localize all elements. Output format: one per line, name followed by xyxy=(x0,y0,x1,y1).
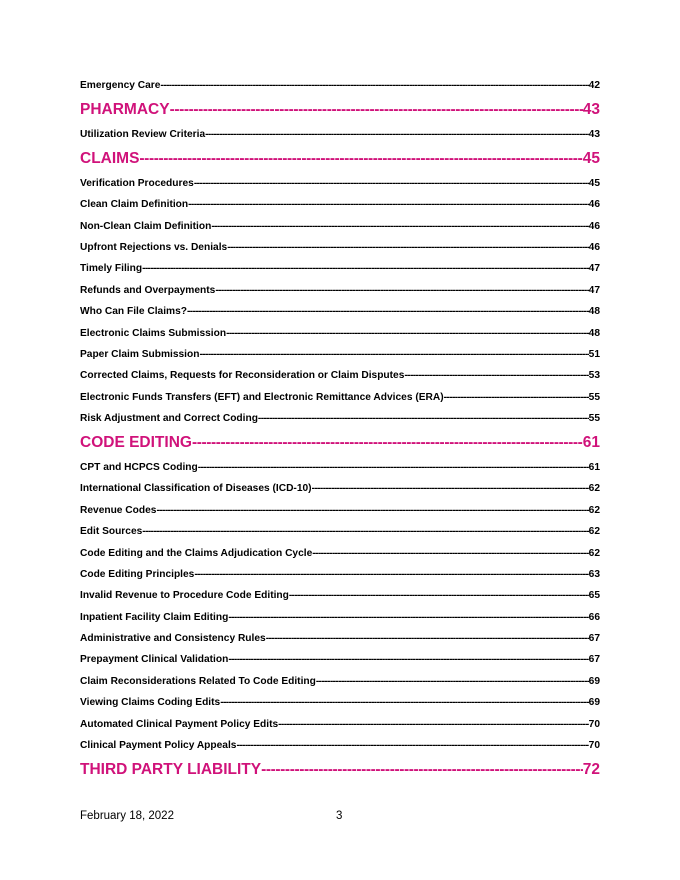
toc-entry-title: Inpatient Facility Claim Editing xyxy=(80,611,229,623)
toc-entry[interactable] xyxy=(80,75,600,96)
toc-entry-title: Invalid Revenue to Procedure Code Editing xyxy=(80,590,289,602)
toc-entry[interactable] xyxy=(80,173,600,194)
toc-entry-page: 70 xyxy=(588,740,600,752)
toc-entry-title: Automated Clinical Payment Policy Edits xyxy=(80,718,279,730)
toc-entry[interactable] xyxy=(80,237,600,258)
toc-entry-page: 62 xyxy=(588,547,600,559)
toc-entry-title: Non-Clean Claim Definition xyxy=(80,220,212,232)
toc-section-heading[interactable] xyxy=(80,429,600,457)
toc-entry-title: Who Can File Claims? xyxy=(80,306,187,318)
toc-section-heading[interactable] xyxy=(80,756,600,784)
toc-entry[interactable] xyxy=(80,585,600,606)
toc-entry-page: 43 xyxy=(588,128,600,140)
toc-entry[interactable] xyxy=(80,258,600,279)
toc-entry-page: 55 xyxy=(588,413,600,425)
toc-leader xyxy=(266,628,589,649)
toc-leader xyxy=(211,216,588,237)
toc-leader xyxy=(194,173,589,194)
toc-leader xyxy=(215,280,588,301)
toc-entry[interactable] xyxy=(80,124,600,145)
toc-entry-title: CLAIMS xyxy=(80,150,140,168)
toc-entry-title: Administrative and Consistency Rules xyxy=(80,633,266,645)
toc-leader xyxy=(192,429,583,457)
toc-entry-title: Electronic Funds Transfers (EFT) and Electronic Remittance Advices (ERA) xyxy=(80,391,444,403)
toc-entry-page: 45 xyxy=(588,177,600,189)
toc-entry-title: International Classification of Diseases (ICD-10) xyxy=(80,483,312,495)
toc-entry-title: Code Editing Principles xyxy=(80,568,195,580)
toc-entry[interactable] xyxy=(80,457,600,478)
toc-entry[interactable] xyxy=(80,628,600,649)
toc-entry-title: THIRD PARTY LIABILITY xyxy=(80,761,262,779)
toc-leader xyxy=(444,387,589,408)
toc-entry-title: Corrected Claims, Requests for Reconsideration or Claim Disputes xyxy=(80,370,405,382)
toc-entry[interactable] xyxy=(80,365,600,386)
toc-entry-page: 66 xyxy=(588,611,600,623)
toc-entry-page: 45 xyxy=(582,150,600,168)
toc-entry-page: 46 xyxy=(588,220,600,232)
toc-leader xyxy=(188,194,589,215)
toc-leader xyxy=(312,478,589,499)
toc-entry-page: 70 xyxy=(588,718,600,730)
toc-leader xyxy=(316,671,589,692)
toc-leader xyxy=(227,237,588,258)
toc-leader xyxy=(289,585,589,606)
toc-entry-title: CODE EDITING xyxy=(80,434,192,452)
toc-leader xyxy=(170,96,583,124)
toc-entry-page: 48 xyxy=(588,306,600,318)
footer-page-number: 3 xyxy=(336,810,343,822)
toc-entry-page: 67 xyxy=(588,633,600,645)
toc-leader xyxy=(261,756,583,784)
table-of-contents xyxy=(80,75,600,784)
toc-leader xyxy=(199,344,588,365)
toc-entry-title: Upfront Rejections vs. Denials xyxy=(80,241,228,253)
toc-entry-page: 61 xyxy=(582,434,600,452)
toc-entry-page: 65 xyxy=(588,590,600,602)
toc-entry[interactable] xyxy=(80,323,600,344)
toc-entry[interactable] xyxy=(80,671,600,692)
toc-entry-title: Timely Filing xyxy=(80,263,143,275)
toc-leader xyxy=(228,649,588,670)
toc-entry[interactable] xyxy=(80,280,600,301)
toc-entry[interactable] xyxy=(80,301,600,322)
toc-entry-title: Paper Claim Submission xyxy=(80,348,200,360)
toc-leader xyxy=(142,521,588,542)
toc-entry[interactable] xyxy=(80,216,600,237)
toc-leader xyxy=(312,543,588,564)
toc-entry-title: Edit Sources xyxy=(80,526,143,538)
toc-leader xyxy=(156,500,588,521)
toc-leader xyxy=(139,145,582,173)
toc-entry[interactable] xyxy=(80,500,600,521)
toc-leader xyxy=(205,124,589,145)
toc-entry-title: Viewing Claims Coding Edits xyxy=(80,697,221,709)
toc-entry-page: 51 xyxy=(588,348,600,360)
toc-leader xyxy=(404,365,588,386)
toc-entry-page: 69 xyxy=(588,697,600,709)
toc-entry-page: 62 xyxy=(588,504,600,516)
footer-date: February 18, 2022 xyxy=(80,810,174,822)
toc-entry[interactable] xyxy=(80,543,600,564)
toc-leader xyxy=(194,564,588,585)
toc-leader xyxy=(220,692,588,713)
toc-entry[interactable] xyxy=(80,344,600,365)
toc-entry-title: Utilization Review Criteria xyxy=(80,128,206,140)
toc-section-heading[interactable] xyxy=(80,145,600,173)
toc-leader xyxy=(142,258,589,279)
toc-entry[interactable] xyxy=(80,692,600,713)
toc-entry-title: Electronic Claims Submission xyxy=(80,327,227,339)
toc-entry-page: 47 xyxy=(588,284,600,296)
toc-entry-title: Emergency Care xyxy=(80,80,161,91)
toc-entry-page: 69 xyxy=(588,675,600,687)
toc-entry-page: 46 xyxy=(588,241,600,253)
toc-entry-page: 55 xyxy=(588,391,600,403)
toc-entry-page: 63 xyxy=(588,568,600,580)
toc-leader xyxy=(226,323,589,344)
toc-entry-title: Clean Claim Definition xyxy=(80,199,189,211)
toc-entry-title: Refunds and Overpayments xyxy=(80,284,216,296)
toc-entry[interactable] xyxy=(80,649,600,670)
toc-entry-page: 46 xyxy=(588,199,600,211)
toc-entry-page: 61 xyxy=(588,461,600,473)
toc-entry-page: 47 xyxy=(588,263,600,275)
toc-entry[interactable] xyxy=(80,521,600,542)
toc-entry-title: Risk Adjustment and Correct Coding xyxy=(80,413,258,425)
toc-entry-title: PHARMACY xyxy=(80,101,170,119)
toc-entry-page: 53 xyxy=(588,370,600,382)
toc-entry[interactable] xyxy=(80,408,600,429)
toc-entry[interactable] xyxy=(80,607,600,628)
toc-entry-page: 42 xyxy=(588,80,600,91)
toc-leader xyxy=(278,714,589,735)
toc-entry[interactable] xyxy=(80,714,600,735)
toc-entry-page: 43 xyxy=(582,101,600,119)
toc-leader xyxy=(198,457,589,478)
toc-entry-title: Claim Reconsiderations Related To Code Editing xyxy=(80,675,316,687)
toc-entry-page: 67 xyxy=(588,654,600,666)
toc-entry-page: 62 xyxy=(588,483,600,495)
toc-leader xyxy=(258,408,589,429)
toc-entry[interactable] xyxy=(80,564,600,585)
toc-entry-title: Prepayment Clinical Validation xyxy=(80,654,229,666)
toc-entry[interactable] xyxy=(80,387,600,408)
toc-entry[interactable] xyxy=(80,194,600,215)
toc-leader xyxy=(236,735,588,756)
toc-entry-title: Clinical Payment Policy Appeals xyxy=(80,740,237,752)
toc-entry-page: 72 xyxy=(582,761,600,779)
toc-entry-page: 48 xyxy=(588,327,600,339)
toc-section-heading[interactable] xyxy=(80,96,600,124)
toc-leader xyxy=(228,607,588,628)
toc-leader xyxy=(160,75,588,96)
toc-entry-title: CPT and HCPCS Coding xyxy=(80,461,198,473)
toc-entry[interactable] xyxy=(80,735,600,756)
toc-entry-title: Revenue Codes xyxy=(80,504,157,516)
toc-entry-title: Verification Procedures xyxy=(80,177,194,189)
toc-entry-title: Code Editing and the Claims Adjudication Cycle xyxy=(80,547,313,559)
toc-entry-page: 62 xyxy=(588,526,600,538)
toc-entry[interactable] xyxy=(80,478,600,499)
toc-leader xyxy=(187,301,589,322)
